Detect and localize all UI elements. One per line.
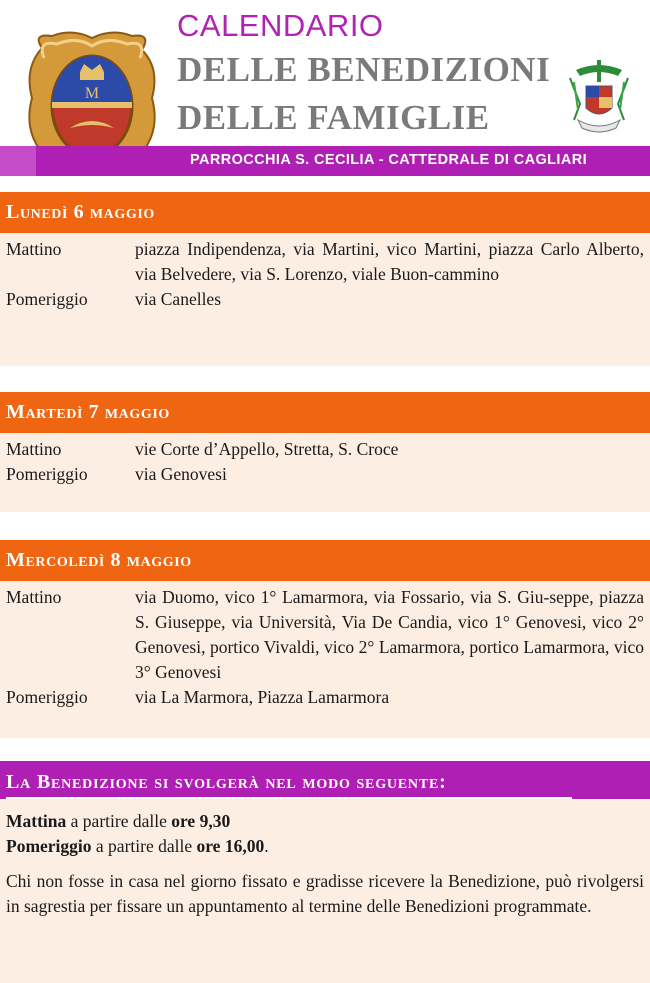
blessing-info <box>0 761 650 983</box>
title-line-2: DELLE BENEDIZIONI <box>177 50 551 89</box>
schedule-label: Pomeriggio <box>6 687 88 707</box>
schedule-label: Mattino <box>6 587 62 607</box>
day-schedule <box>0 581 650 738</box>
schedule-row <box>6 437 644 462</box>
day-title: Lunedì 6 maggio <box>0 192 650 233</box>
band-accent <box>0 146 36 176</box>
afternoon-time: ore 16,00 <box>196 836 265 856</box>
afternoon-end: . <box>264 836 269 856</box>
morning-time: ore 9,30 <box>171 811 231 831</box>
bishop-coat-of-arms-icon <box>566 58 632 140</box>
title-line-1: CALENDARIO <box>177 8 384 43</box>
schedule-row <box>6 237 644 287</box>
schedule-text: via Genovesi <box>135 464 227 484</box>
day-wednesday <box>0 540 650 738</box>
title-line-3: DELLE FAMIGLIE <box>177 98 490 137</box>
schedule-text: piazza Indipendenza, via Martini, vico Martini, piazza Carlo Alberto, via Belvedere, via S. Lorenzo, viale Buon-cammino <box>135 239 644 284</box>
day-schedule <box>0 433 650 512</box>
day-title: Mercoledì 8 maggio <box>0 540 650 581</box>
day-schedule <box>0 233 650 366</box>
afternoon-mid: a partire dalle <box>91 836 197 856</box>
schedule-text: via Canelles <box>135 289 222 309</box>
info-body <box>0 799 650 983</box>
schedule-text: vie Corte d’Appello, Stretta, S. Croce <box>135 439 399 459</box>
svg-text:M: M <box>84 85 100 102</box>
schedule-row <box>6 685 644 710</box>
schedule-text: via La Marmora, Piazza Lamarmora <box>135 687 390 707</box>
parish-name: PARROCCHIA S. CECILIA - CATTEDRALE DI CAGLIARI <box>190 152 587 168</box>
afternoon-label: Pomeriggio <box>6 836 92 856</box>
schedule-text: via Duomo, vico 1° Lamarmora, via Fossario, via S. Giu-seppe, piazza S. Giuseppe, via Università, Via De Candia, vico 1° Genovesi, vico 2° Genovesi, portico Vivaldi, vico 2° Lamarmora, portico Lamarmora, vico 3° Genovesi <box>135 587 644 682</box>
info-title: La Benedizione si svolgerà nel modo seguente: <box>0 761 650 803</box>
day-monday <box>0 192 650 366</box>
schedule-row <box>6 462 644 487</box>
morning-label: Mattina <box>6 811 67 831</box>
info-note: Chi non fosse in casa nel giorno fissato e gradisse ricevere la Benedizione, può rivolgersi in sagrestia per fissare un appuntamento al termine delle Benedizioni programmate. <box>6 871 644 916</box>
info-title-underline <box>6 797 572 799</box>
day-title: Martedì 7 maggio <box>0 392 650 433</box>
day-tuesday <box>0 392 650 512</box>
schedule-label: Mattino <box>6 439 62 459</box>
schedule-label: Pomeriggio <box>6 289 88 309</box>
morning-mid: a partire dalle <box>66 811 172 831</box>
schedule-label: Pomeriggio <box>6 464 88 484</box>
morning-time-line <box>6 809 644 834</box>
schedule-row <box>6 585 644 685</box>
schedule-label: Mattino <box>6 239 62 259</box>
schedule-row <box>6 287 644 312</box>
afternoon-time-line <box>6 834 644 859</box>
